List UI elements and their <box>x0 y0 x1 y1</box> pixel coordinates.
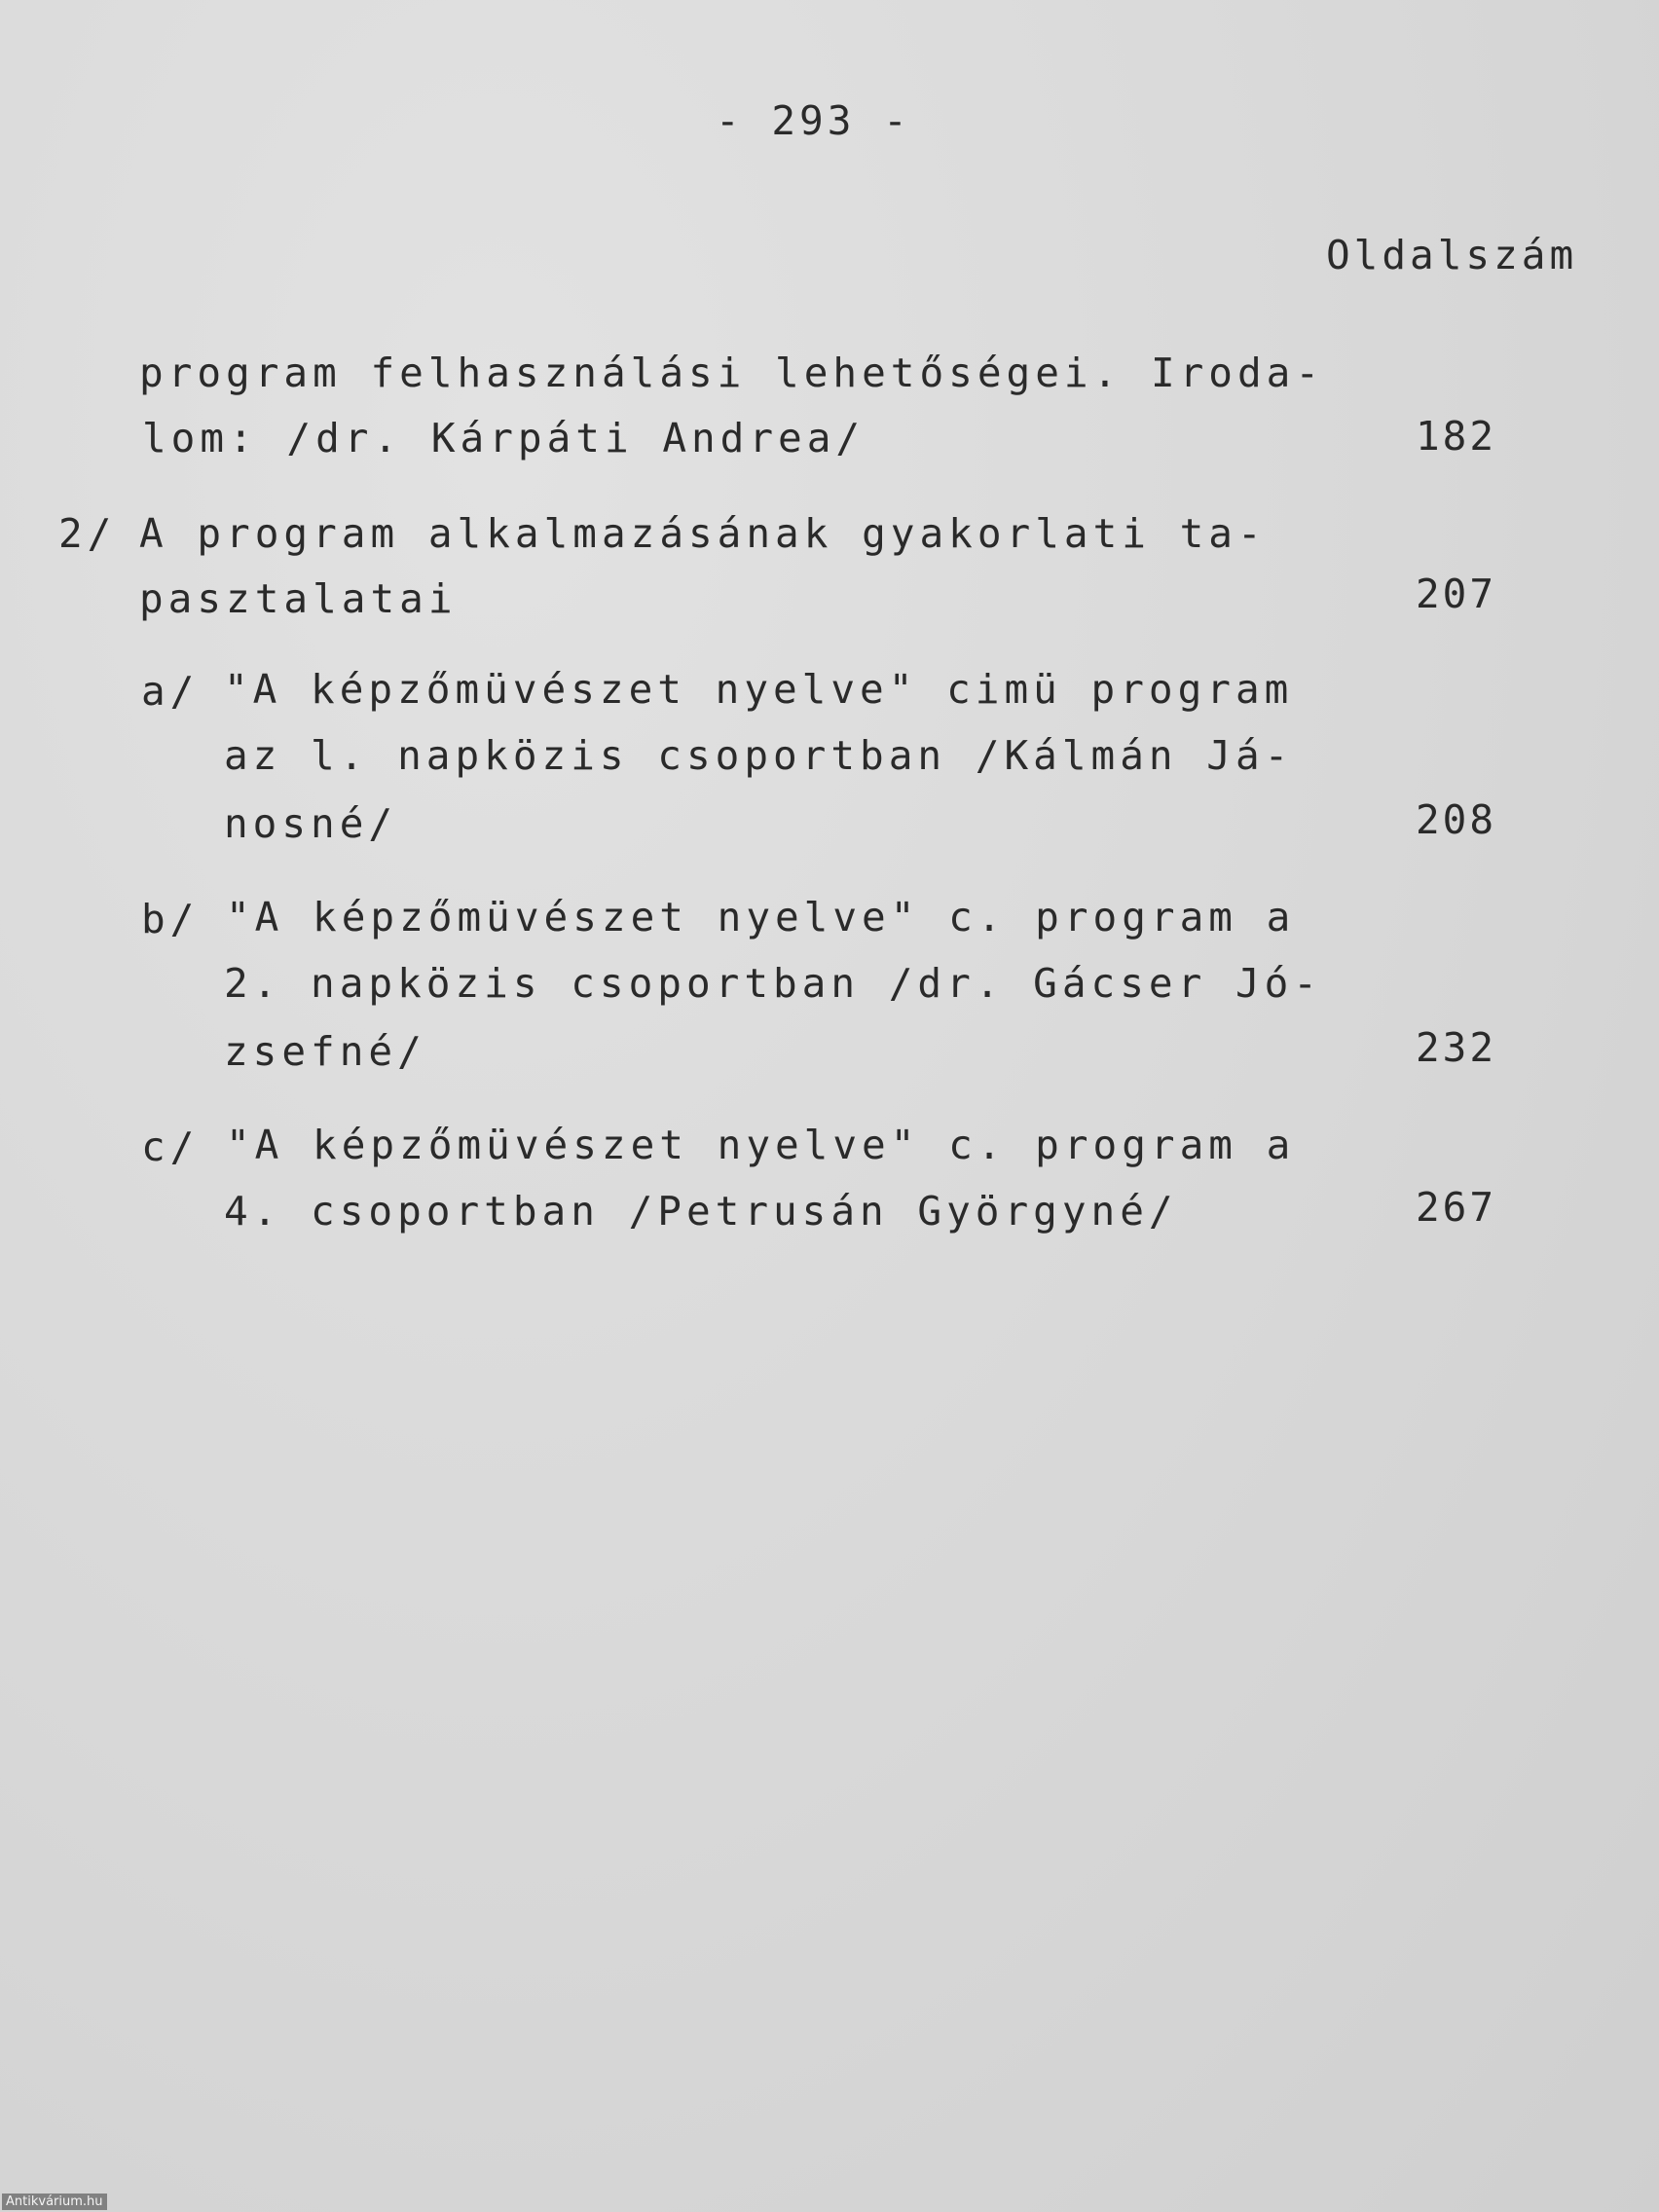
column-header: Oldalszám <box>1326 232 1578 278</box>
entry-text-line: pasztalatai <box>139 575 458 622</box>
entry-page-number: 267 <box>1416 1184 1497 1231</box>
entry-page-number: 208 <box>1416 796 1497 843</box>
entry-page-number: 232 <box>1416 1024 1497 1071</box>
entry-text-line: "A képzőmüvészet nyelve" c. program a <box>226 894 1296 940</box>
entry-marker: 2/ <box>58 510 117 557</box>
entry-text-line: "A képzőmüvészet nyelve" c. program a <box>226 1122 1296 1168</box>
entry-marker: c/ <box>141 1124 200 1170</box>
entry-marker: b/ <box>141 896 200 942</box>
entry-text-line: 4. csoportban /Petrusán Györgyné/ <box>224 1188 1178 1235</box>
entry-text-line: A program alkalmazásának gyakorlati ta- <box>139 510 1267 557</box>
entry-text-line: nosné/ <box>224 800 398 847</box>
entry-text-line: zsefné/ <box>224 1028 426 1075</box>
entry-page-number: 207 <box>1416 571 1497 617</box>
entry-text-line: az l. napközis csoportban /Kálmán Já- <box>224 732 1294 779</box>
entry-text-line: 2. napközis csoportban /dr. Gácser Jó- <box>224 960 1322 1007</box>
entry-marker: a/ <box>141 668 200 715</box>
watermark: Antikvárium.hu <box>2 2194 107 2210</box>
entry-text-line: lom: /dr. Kárpáti Andrea/ <box>142 415 866 461</box>
entry-text-line: program felhasználási lehetőségei. Iroda- <box>139 350 1325 396</box>
entry-page-number: 182 <box>1416 413 1497 460</box>
page-number: - 293 - <box>716 97 911 144</box>
entry-text-line: "A képzőmüvészet nyelve" cimü program <box>224 666 1294 713</box>
